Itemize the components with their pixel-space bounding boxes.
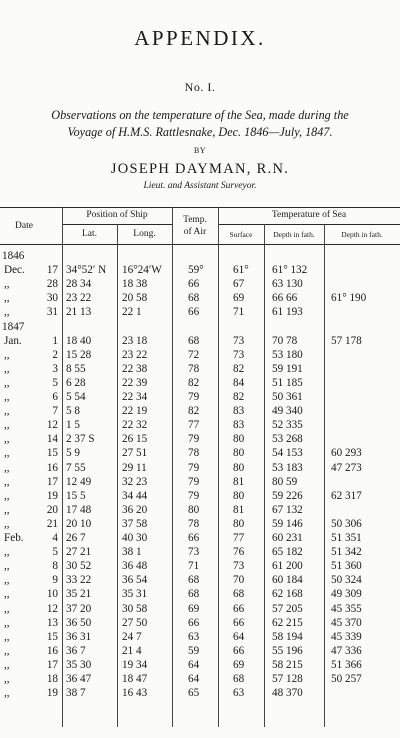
- row-surface-temp: 73: [233, 334, 245, 347]
- sea-subheader-rule: [218, 224, 400, 225]
- row-depth-1: 53 180: [272, 348, 303, 361]
- row-surface-temp: 69: [233, 658, 245, 671]
- row-air-temp: 78: [188, 517, 200, 530]
- row-surface-temp: 67: [233, 278, 245, 291]
- row-surface-temp: 66: [233, 644, 245, 657]
- row-surface-temp: 82: [233, 362, 245, 375]
- row-latitude: 12 49: [66, 475, 92, 488]
- row-latitude: 1 5: [66, 419, 80, 432]
- row-longitude: 36 20: [122, 503, 148, 516]
- row-latitude: 37 20: [66, 602, 92, 615]
- row-depth-1: 59 146: [272, 517, 303, 530]
- row-month: ,,: [4, 588, 10, 601]
- row-depth-1: 50 361: [272, 391, 303, 403]
- row-day: 17: [46, 658, 58, 671]
- row-air-temp: 82: [188, 376, 200, 389]
- row-day: 14: [46, 433, 58, 446]
- row-air-temp: 79: [188, 475, 200, 488]
- header-long: Long.: [133, 229, 156, 239]
- row-latitude: 15 5: [66, 489, 86, 502]
- row-air-temp: 68: [188, 588, 200, 601]
- title-line-1: Observations on the temperature of the Sea, made during the: [51, 108, 349, 122]
- row-longitude: 22 34: [122, 391, 148, 403]
- row-longitude: 21 4: [122, 644, 142, 657]
- row-air-temp: 79: [188, 461, 200, 474]
- row-day: 28: [46, 278, 58, 291]
- row-depth-1: 53 183: [272, 461, 303, 474]
- row-longitude: 22 38: [122, 362, 148, 375]
- row-day: 16: [46, 644, 58, 657]
- row-month: ,,: [4, 673, 10, 685]
- by-label: BY: [193, 146, 207, 155]
- row-depth-1: 62 215: [272, 616, 303, 629]
- row-surface-temp: 68: [233, 588, 245, 601]
- header-position: Position of Ship: [86, 210, 148, 220]
- page-heading: APPENDIX.: [134, 26, 266, 50]
- row-day: 18: [46, 673, 58, 685]
- row-surface-temp: 83: [233, 419, 245, 432]
- row-air-temp: 79: [188, 391, 200, 403]
- row-longitude: 16°24′W: [122, 264, 162, 277]
- author-rank: Lieut. and Assistant Surveyor.: [143, 181, 257, 191]
- row-surface-temp: 77: [233, 532, 245, 544]
- row-depth-1: 58 194: [272, 630, 303, 643]
- col-divider-date: [62, 207, 63, 727]
- row-month: ,,: [4, 644, 10, 657]
- row-surface-temp: 70: [233, 574, 245, 587]
- row-longitude: 37 58: [122, 517, 148, 530]
- header-lat: Lat.: [81, 229, 98, 239]
- row-month: ,,: [4, 546, 10, 559]
- row-day: 5: [52, 376, 58, 389]
- row-latitude: 33 22: [66, 574, 92, 587]
- title-line-2: Voyage of H.M.S. Rattlesnake, Dec. 1846—July, 1847.: [67, 125, 333, 139]
- row-depth-2: 50 257: [331, 673, 362, 685]
- row-latitude: 35 21: [66, 588, 92, 601]
- row-air-temp: 79: [188, 433, 200, 446]
- row-day: 2: [52, 348, 58, 361]
- row-depth-2: 45 339: [331, 630, 362, 643]
- row-depth-2: 57 178: [331, 334, 362, 347]
- row-depth-1: 67 132: [272, 503, 303, 516]
- row-air-temp: 64: [188, 658, 200, 671]
- row-month: ,,: [4, 616, 10, 629]
- row-longitude: 19 34: [122, 658, 148, 671]
- header-depth-2: Depth in fath.: [341, 230, 383, 239]
- row-latitude: 18 40: [66, 334, 92, 347]
- row-day: 17: [46, 475, 58, 488]
- row-longitude: 16 43: [122, 687, 148, 700]
- row-month: ,,: [4, 560, 10, 573]
- row-month: ,,: [4, 306, 10, 319]
- row-air-temp: 68: [188, 292, 200, 305]
- row-depth-1: 48 370: [272, 687, 303, 700]
- row-depth-1: 65 182: [272, 546, 303, 559]
- row-air-temp: 71: [188, 560, 200, 573]
- row-surface-temp: 66: [233, 602, 245, 615]
- row-depth-1: 60 231: [272, 532, 303, 544]
- row-depth-1: 80 59: [272, 475, 298, 488]
- row-depth-2: 50 324: [331, 574, 362, 587]
- row-air-temp: 77: [188, 419, 200, 432]
- row-latitude: 5 8: [66, 405, 80, 418]
- row-day: 3: [52, 362, 58, 375]
- row-surface-temp: 71: [233, 306, 245, 319]
- row-longitude: 23 22: [122, 348, 148, 361]
- col-divider-depth1: [324, 224, 325, 727]
- row-day: 12: [46, 419, 58, 432]
- row-day: 8: [52, 560, 58, 573]
- row-latitude: 8 55: [66, 362, 86, 375]
- appendix-number: No. I.: [184, 80, 216, 94]
- row-air-temp: 65: [188, 687, 200, 700]
- row-longitude: 36 48: [122, 560, 148, 573]
- header-surface: Surface: [229, 230, 253, 239]
- row-depth-2: 51 366: [331, 658, 362, 671]
- col-divider-surface: [264, 224, 265, 727]
- row-longitude: 40 30: [122, 532, 148, 544]
- row-depth-1: 57 205: [272, 602, 303, 615]
- row-latitude: 5 9: [66, 447, 80, 460]
- row-month: ,,: [4, 517, 10, 530]
- row-depth-1: 59 226: [272, 489, 303, 502]
- row-air-temp: 66: [188, 278, 200, 291]
- row-month: ,,: [4, 461, 10, 474]
- row-month: ,,: [4, 687, 10, 700]
- row-surface-temp: 81: [233, 503, 245, 516]
- row-latitude: 28 34: [66, 278, 92, 291]
- row-longitude: 35 31: [122, 588, 148, 601]
- row-depth-1: 51 185: [272, 376, 303, 389]
- row-longitude: 18 38: [122, 278, 148, 291]
- table-top-rule: [0, 207, 400, 208]
- row-surface-temp: 84: [233, 376, 245, 389]
- row-air-temp: 72: [188, 348, 200, 361]
- row-surface-temp: 82: [233, 391, 245, 403]
- row-surface-temp: 80: [233, 433, 245, 446]
- row-month: ,,: [4, 419, 10, 432]
- row-depth-1: 66 66: [272, 292, 298, 305]
- col-divider-air: [218, 207, 219, 727]
- row-air-temp: 66: [188, 532, 200, 544]
- row-longitude: 38 1: [122, 546, 142, 559]
- header-depth-1: Depth in fath.: [273, 230, 315, 239]
- row-depth-2: 51 360: [331, 560, 362, 573]
- row-latitude: 34°52′ N: [66, 264, 107, 277]
- row-month: ,,: [4, 292, 10, 305]
- row-air-temp: 69: [188, 602, 200, 615]
- row-month: ,,: [4, 447, 10, 460]
- row-air-temp: 63: [188, 630, 200, 643]
- row-depth-2: 47 336: [331, 644, 362, 657]
- row-surface-temp: 61°: [233, 264, 249, 277]
- row-month: Dec.: [4, 264, 25, 277]
- header-temp-air-2: of Air: [183, 227, 207, 237]
- row-depth-1: 61 193: [272, 306, 303, 319]
- row-month: ,,: [4, 362, 10, 375]
- row-surface-temp: 80: [233, 517, 245, 530]
- row-depth-1: 52 335: [272, 419, 303, 432]
- row-air-temp: 59: [188, 644, 200, 657]
- row-latitude: 5 54: [66, 391, 86, 403]
- row-depth-2: 51 342: [331, 546, 362, 559]
- header-temp-air-1: Temp.: [183, 215, 207, 225]
- row-month: Feb.: [4, 532, 24, 544]
- row-surface-temp: 73: [233, 560, 245, 573]
- year-label: 1846: [2, 250, 25, 262]
- row-day: 15: [46, 630, 58, 643]
- row-surface-temp: 68: [233, 673, 245, 685]
- row-air-temp: 59°: [188, 264, 204, 277]
- row-longitude: 18 47: [122, 673, 148, 685]
- row-surface-temp: 81: [233, 475, 245, 488]
- row-day: 20: [46, 503, 58, 516]
- row-air-temp: 73: [188, 546, 200, 559]
- row-surface-temp: 76: [233, 546, 245, 559]
- row-surface-temp: 64: [233, 630, 245, 643]
- row-latitude: 21 13: [66, 306, 92, 319]
- row-longitude: 27 51: [122, 447, 148, 460]
- row-surface-temp: 83: [233, 405, 245, 418]
- row-air-temp: 82: [188, 405, 200, 418]
- row-day: 9: [52, 574, 58, 587]
- row-longitude: 22 39: [122, 376, 148, 389]
- row-day: 31: [46, 306, 58, 319]
- row-latitude: 17 48: [66, 503, 92, 516]
- header-date: Date: [15, 221, 33, 231]
- row-longitude: 22 1: [122, 306, 142, 319]
- row-depth-1: 60 184: [272, 574, 303, 587]
- row-month: ,,: [4, 433, 10, 446]
- row-latitude: 2 37 S: [66, 433, 95, 446]
- row-surface-temp: 80: [233, 489, 245, 502]
- row-depth-1: 70 78: [272, 334, 298, 347]
- row-depth-1: 53 268: [272, 433, 303, 446]
- row-air-temp: 68: [188, 574, 200, 587]
- row-longitude: 22 32: [122, 419, 148, 432]
- row-day: 6: [52, 391, 58, 403]
- row-month: ,,: [4, 574, 10, 587]
- row-day: 19: [46, 489, 58, 502]
- row-air-temp: 80: [188, 503, 200, 516]
- row-surface-temp: 69: [233, 292, 245, 305]
- row-surface-temp: 80: [233, 461, 245, 474]
- row-depth-1: 49 340: [272, 405, 303, 418]
- row-latitude: 36 50: [66, 616, 92, 629]
- row-depth-2: 45 370: [331, 616, 362, 629]
- row-day: 16: [46, 461, 58, 474]
- row-longitude: 32 23: [122, 475, 148, 488]
- row-longitude: 27 50: [122, 616, 148, 629]
- row-day: 30: [46, 292, 58, 305]
- row-depth-1: 62 168: [272, 588, 303, 601]
- row-latitude: 35 30: [66, 658, 92, 671]
- row-surface-temp: 66: [233, 616, 245, 629]
- row-depth-2: 45 355: [331, 602, 362, 615]
- row-day: 13: [46, 616, 58, 629]
- row-day: 19: [46, 687, 58, 700]
- row-longitude: 36 54: [122, 574, 148, 587]
- row-surface-temp: 80: [233, 447, 245, 460]
- author-name: JOSEPH DAYMAN, R.N.: [110, 161, 290, 177]
- row-month: ,,: [4, 348, 10, 361]
- col-divider-long: [172, 207, 173, 727]
- row-longitude: 23 18: [122, 334, 148, 347]
- row-day: 7: [52, 405, 58, 418]
- row-depth-1: 54 153: [272, 447, 303, 460]
- row-latitude: 7 55: [66, 461, 86, 474]
- row-longitude: 24 7: [122, 630, 142, 643]
- row-day: 10: [46, 588, 58, 601]
- row-latitude: 36 31: [66, 630, 92, 643]
- row-day: 12: [46, 602, 58, 615]
- row-air-temp: 68: [188, 334, 200, 347]
- row-depth-1: 63 130: [272, 278, 303, 291]
- row-surface-temp: 73: [233, 348, 245, 361]
- row-latitude: 27 21: [66, 546, 92, 559]
- row-latitude: 20 10: [66, 517, 92, 530]
- row-month: ,,: [4, 602, 10, 615]
- row-latitude: 26 7: [66, 532, 86, 544]
- row-depth-2: 60 293: [331, 447, 362, 460]
- col-divider-lat: [117, 224, 118, 727]
- row-month: ,,: [4, 391, 10, 403]
- row-latitude: 23 22: [66, 292, 92, 305]
- row-air-temp: 78: [188, 447, 200, 460]
- row-month: ,,: [4, 376, 10, 389]
- row-day: 1: [52, 334, 58, 347]
- row-depth-1: 61° 132: [272, 264, 308, 277]
- row-longitude: 20 58: [122, 292, 148, 305]
- row-month: ,,: [4, 503, 10, 516]
- year-label: 1847: [2, 320, 25, 333]
- row-depth-1: 57 128: [272, 673, 303, 685]
- row-day: 15: [46, 447, 58, 460]
- row-depth-2: 50 306: [331, 517, 362, 530]
- row-longitude: 29 11: [122, 461, 147, 474]
- row-month: ,,: [4, 489, 10, 502]
- row-air-temp: 79: [188, 489, 200, 502]
- row-air-temp: 64: [188, 673, 200, 685]
- row-latitude: 15 28: [66, 348, 92, 361]
- row-latitude: 36 7: [66, 644, 86, 657]
- row-month: ,,: [4, 658, 10, 671]
- header-bottom-rule: [0, 244, 400, 245]
- row-latitude: 6 28: [66, 376, 86, 389]
- row-air-temp: 66: [188, 306, 200, 319]
- row-depth-2: 61° 190: [331, 292, 367, 305]
- row-month: ,,: [4, 278, 10, 291]
- row-day: 17: [46, 264, 58, 277]
- row-longitude: 26 15: [122, 433, 148, 446]
- row-day: 4: [52, 532, 58, 544]
- row-longitude: 22 19: [122, 405, 148, 418]
- row-depth-1: 59 191: [272, 362, 303, 375]
- row-month: ,,: [4, 475, 10, 488]
- row-depth-1: 61 200: [272, 560, 303, 573]
- row-latitude: 36 47: [66, 673, 92, 685]
- row-depth-2: 47 273: [331, 461, 362, 474]
- row-month: Jan.: [4, 334, 22, 347]
- row-depth-2: 49 309: [331, 588, 362, 601]
- row-latitude: 38 7: [66, 687, 86, 700]
- row-depth-2: 62 317: [331, 489, 362, 502]
- row-depth-1: 58 215: [272, 658, 303, 671]
- row-depth-2: 51 351: [331, 532, 362, 544]
- row-surface-temp: 63: [233, 687, 245, 700]
- header-sea-temperature: Temperature of Sea: [271, 210, 347, 220]
- row-air-temp: 66: [188, 616, 200, 629]
- row-month: ,,: [4, 630, 10, 643]
- row-longitude: 30 58: [122, 602, 148, 615]
- row-air-temp: 78: [188, 362, 200, 375]
- row-longitude: 34 44: [122, 489, 148, 502]
- observations-table: [0, 207, 400, 727]
- row-depth-1: 55 196: [272, 644, 303, 657]
- row-day: 5: [52, 546, 58, 559]
- row-latitude: 30 52: [66, 560, 92, 573]
- row-month: ,,: [4, 405, 10, 418]
- row-day: 21: [46, 517, 58, 530]
